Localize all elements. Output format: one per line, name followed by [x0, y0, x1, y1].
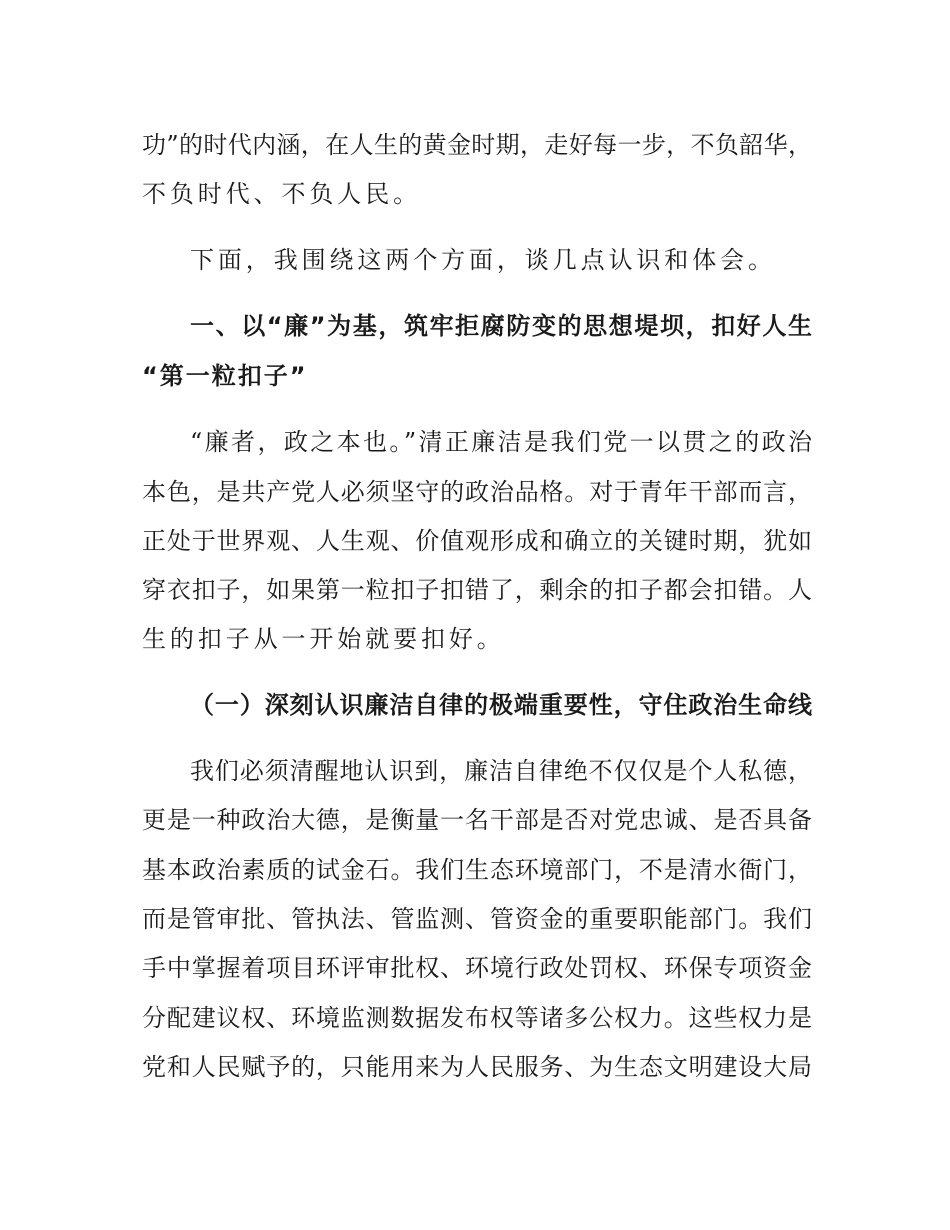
text-line: 下面，我围绕这两个方面，谈几点认识和体会。	[190, 246, 776, 274]
subsection-heading: （一）深刻认识廉洁自律的极端重要性，守住政治生命线	[190, 691, 812, 719]
text-line: “廉者，政之本也。”清正廉洁是我们党一以贯之的政治	[190, 428, 812, 456]
section-heading: 一、以“廉”为基，筑牢拒腐防变的思想堤坝，扣好人生	[190, 312, 812, 340]
text-line: 穿衣扣子，如果第一粒扣子扣错了，剩余的扣子都会扣错。人	[142, 576, 812, 604]
text-line: 生的扣子从一开始就要扣好。	[142, 625, 505, 653]
text-line: 手中掌握着项目环评审批权、环境行政处罚权、环保专项资金	[142, 954, 812, 982]
text-line: 不负时代、不负人民。	[142, 180, 421, 208]
text-line: 我们必须清醒地认识到，廉洁自律绝不仅仅是个人私德，	[190, 757, 812, 785]
text-line: 分配建议权、环境监测数据发布权等诸多公权力。这些权力是	[142, 1004, 812, 1032]
text-line: 本色，是共产党人必须坚守的政治品格。对于青年干部而言，	[142, 478, 812, 506]
text-line: 党和人民赋予的，只能用来为人民服务、为生态文明建设大局	[142, 1053, 812, 1081]
section-heading: “第一粒扣子”	[142, 362, 308, 390]
text-line: 基本政治素质的试金石。我们生态环境部门，不是清水衙门，	[142, 856, 812, 884]
text-line: 功”的时代内涵，在人生的黄金时期，走好每一步，不负韶华，	[142, 131, 812, 159]
text-line: 正处于世界观、人生观、价值观形成和确立的关键时期，犹如	[142, 527, 812, 555]
text-line: 而是管审批、管执法、管监测、管资金的重要职能部门。我们	[142, 905, 812, 933]
text-line: 更是一种政治大德，是衡量一名干部是否对党忠诚、是否具备	[142, 806, 812, 834]
